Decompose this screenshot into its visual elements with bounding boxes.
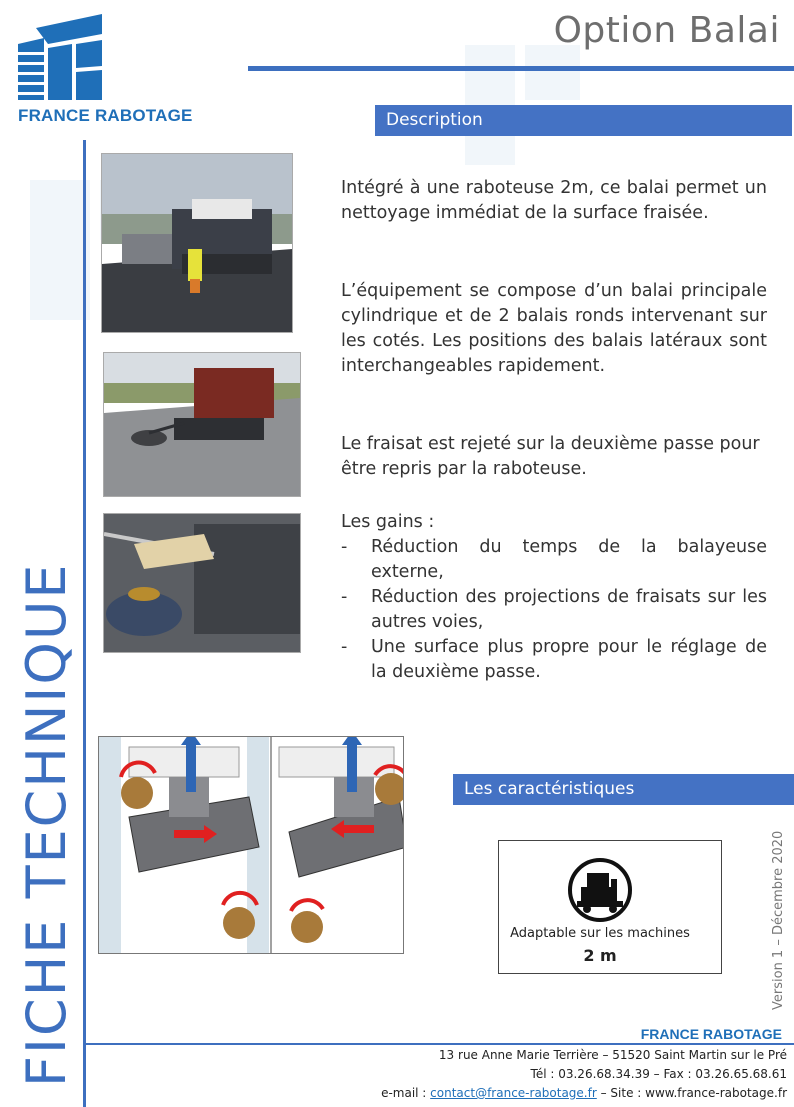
section-header-description: Description [375, 105, 792, 136]
footer-phone-fax: Tél : 03.26.68.34.39 – Fax : 03.26.65.68.61 [530, 1067, 787, 1081]
side-title: FICHE TECHNIQUE [15, 562, 78, 1087]
gain-text: Une surface plus propre pour le réglage de la deuxième passe. [371, 637, 767, 682]
vertical-rule [83, 140, 86, 1107]
list-item [341, 535, 767, 585]
footer-address: 13 rue Anne Marie Terrière – 51520 Saint Martin sur le Pré [438, 1048, 787, 1062]
list-dash: - [341, 587, 348, 607]
section-header-caracteristiques: Les caractéristiques [453, 774, 794, 805]
site-text: – Site : www.france-rabotage.fr [596, 1086, 787, 1100]
version-text: Version 1 – Décembre 2020 [771, 830, 786, 1010]
france-rabotage-logo [18, 14, 102, 100]
email-label: e-mail : [381, 1086, 431, 1100]
spec-label: Adaptable sur les machines [510, 926, 690, 941]
photo-milling-machine [101, 153, 293, 333]
footer-company: FRANCE RABOTAGE [640, 1026, 782, 1042]
page-title: Option Balai [553, 10, 780, 51]
spec-card [498, 840, 722, 974]
photo-broom-attachment [103, 352, 301, 497]
list-dash: - [341, 537, 348, 557]
list-item [341, 585, 767, 635]
footer-rule [86, 1043, 794, 1045]
description-paragraph-1: Intégré à une raboteuse 2m, ce balai permet un nettoyage immédiat de la surface fraisée. [341, 178, 767, 223]
brand-name: FRANCE RABOTAGE [18, 106, 193, 125]
email-link[interactable]: contact@france-rabotage.fr [430, 1086, 597, 1100]
gains-list [341, 535, 767, 685]
title-rule [248, 66, 794, 71]
description-paragraph-2: L’équipement se compose d’un balai principale cylindrique et de 2 balais ronds intervenant sur les cotés. Les positions des balais latéraux sont interchangeables rapidement. [341, 281, 767, 376]
list-item [341, 635, 767, 685]
list-dash: - [341, 637, 348, 657]
spec-value: 2 m [583, 946, 617, 965]
footer-contact [381, 1086, 787, 1100]
broom-diagram [98, 736, 404, 954]
gain-text: Réduction des projections de fraisats sur les autres voies, [371, 587, 767, 632]
photo-side-brush [103, 513, 301, 653]
gain-text: Réduction du temps de la balayeuse externe, [371, 537, 767, 582]
gains-title: Les gains : [341, 512, 435, 532]
description-paragraph-3: Le fraisat est rejeté sur la deuxième passe pour être repris par la raboteuse. [341, 434, 760, 479]
machine-icon [567, 857, 633, 923]
